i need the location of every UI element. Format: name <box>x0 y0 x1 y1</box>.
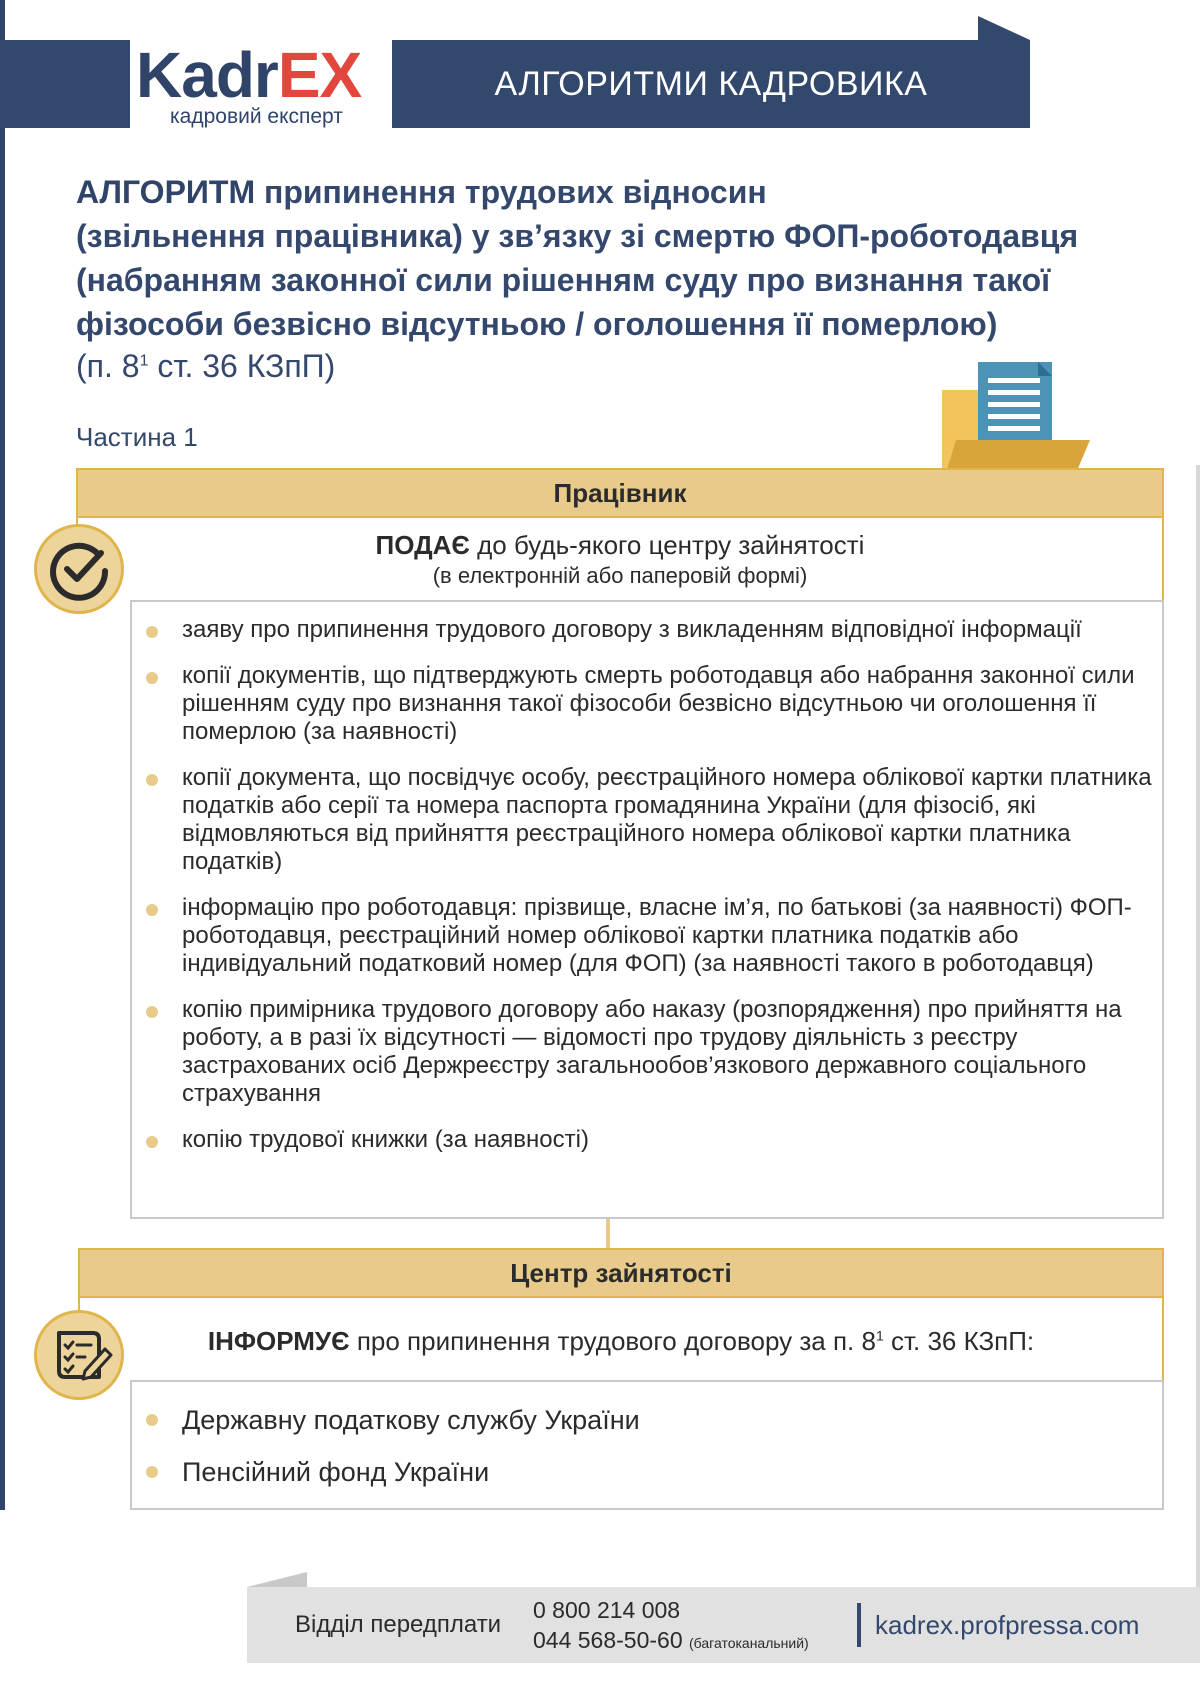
flow-connector <box>606 1219 610 1249</box>
title-line-2: (звільнення працівника) у зв’язку зі смертю ФОП-роботодавця <box>76 218 1079 254</box>
list-item: копії документів, що підтверджують смерть роботодавця або набрання законної сили рішенням суду про визнання такої фізособи безвісно відсутньою чи оголошення її померлою (за наявності) <box>132 662 1152 746</box>
phone-multichannel-line <box>533 1625 809 1658</box>
logo-subtitle: кадровий експерт <box>170 105 343 128</box>
employee-action-text: до будь-якого центру зайнятості <box>469 530 865 560</box>
header-flag-decoration <box>978 16 1030 40</box>
employment-center-action <box>80 1326 1162 1357</box>
employee-documents-list <box>130 600 1164 1219</box>
title-line-1-rest: припинення трудових відносин <box>255 174 767 210</box>
check-circle-icon <box>37 527 121 611</box>
title-line-1 <box>76 170 1176 214</box>
phone-multichannel[interactable]: 044 568-50-60 <box>533 1627 683 1653</box>
employment-center-action-text: про припинення трудового договору за п. 8 <box>349 1326 876 1356</box>
notified-agencies-list <box>130 1380 1164 1510</box>
legal-reference-after: ст. 36 КЗпП) <box>148 348 336 384</box>
employee-action-note: (в електронній або паперовій формі) <box>432 563 808 588</box>
title-line-4: фізособи безвісно відсутньою / оголошення її померлою) <box>76 306 998 342</box>
list-item: Державну податкову службу України <box>132 1404 1152 1436</box>
employment-center-action-verb: ІНФОРМУЄ <box>207 1326 350 1356</box>
logo-accent-text: EX <box>277 39 362 111</box>
section-employee-lead <box>76 518 1164 602</box>
legal-reference <box>76 348 335 385</box>
list-item: копії документа, що посвідчує особу, реєстраційного номера облікової картки платника податків або серії та номера паспорта громадянина України (для фізосіб, які відмовляються від прийняття реєстраційного номера облікової картки платника податків) <box>132 764 1152 876</box>
employee-action <box>78 530 1162 561</box>
section-employment-center-heading: Центр зайнятості <box>78 1248 1164 1298</box>
section-employee-heading: Працівник <box>76 468 1164 518</box>
phone-toll-free[interactable]: 0 800 214 008 <box>533 1597 681 1623</box>
phone-multichannel-note: (багатоканальний) <box>689 1635 809 1651</box>
header-section-title: АЛГОРИТМИ КАДРОВИКА <box>494 65 928 103</box>
title-line-3: (набранням законної сили рішенням суду про визнання такої <box>76 262 1051 298</box>
logo-main-text: Kadr <box>136 39 278 111</box>
footer-flag-decoration <box>247 1572 307 1587</box>
footer-phones <box>533 1595 809 1658</box>
list-item: копію примірника трудового договору або наказу (розпорядження) про прийняття на роботу, а в разі їх відсутності — відомості про трудову діяльність з реєстру застрахованих осіб Держреєстру загальнообов’язкового державного соціального страхування <box>132 996 1152 1108</box>
right-border-rule <box>1196 465 1200 1645</box>
document-edit-badge-icon <box>34 1310 124 1400</box>
footer <box>247 1587 1200 1663</box>
list-item: копію трудової книжки (за наявності) <box>132 1126 1152 1154</box>
employee-action-verb: ПОДАЄ <box>375 530 470 560</box>
legal-reference-sup: 1 <box>139 352 149 370</box>
checklist-pen-icon <box>37 1313 121 1397</box>
checkmark-badge-icon <box>34 524 124 614</box>
employment-center-action-sup: 1 <box>875 1327 884 1344</box>
footer-divider <box>857 1603 861 1647</box>
subscription-department-label: Відділ передплати <box>295 1611 502 1638</box>
employment-center-action-after: ст. 36 КЗпП: <box>883 1326 1035 1356</box>
list-item: Пенсійний фонд України <box>132 1456 1152 1488</box>
title-lead: АЛГОРИТМ <box>76 174 256 210</box>
legal-reference-before: (п. 8 <box>76 348 140 384</box>
logo-wordmark <box>136 40 361 110</box>
list-item: інформацію про роботодавця: прізвище, власне ім’я, по батькові (за наявності) ФОП-роботодавця, реєстраційний номер облікової картки платника податків або індивідуальний податковий номер (для ФОП) (за наявності такого в роботодавця) <box>132 894 1152 978</box>
website-link[interactable]: kadrex.profpressa.com <box>875 1610 1140 1640</box>
section-employment-center-lead <box>78 1298 1164 1382</box>
part-label: Частина 1 <box>76 422 198 452</box>
page-title <box>76 170 1176 346</box>
left-border-rule <box>0 0 5 1510</box>
list-item: заяву про припинення трудового договору з викладенням відповідної інформації <box>132 616 1152 644</box>
logo <box>130 38 392 130</box>
